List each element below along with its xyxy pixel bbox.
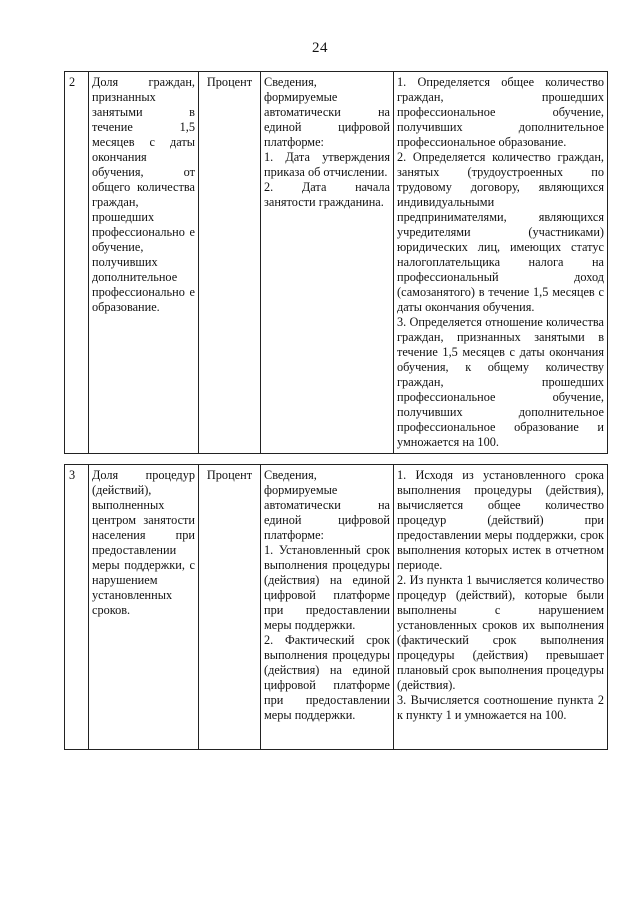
- table-row: [65, 72, 608, 454]
- method-paragraph: 3. Определяется отношение количества граждан, признанных занятыми в течение 1,5 месяцев с даты окончания обучения, к общему количеству граждан, прошедших профессиональное обучение, получивших дополнительное профессиональное образование и умножается на 100.: [397, 315, 604, 449]
- indicator-name: Доля процедур (действий), выполненных центром занятости населения при предоставлении меры поддержки, с нарушением установленных сроков.: [89, 465, 199, 750]
- source-paragraph: 1. Дата утверждения приказа об отчислении.: [264, 150, 390, 179]
- source-paragraph: 2. Дата начала занятости гражданина.: [264, 180, 390, 209]
- method-paragraph: 2. Определяется количество граждан, занятых (трудоустроенных по трудовому договору, являющихся индивидуальными предпринимателями, являющихся учредителями (участниками) юридических лиц, имеющих статус налогоплательщика налога на профессиональный доход (самозанятого) в течение 1,5 месяцев с даты окончания обучения.: [397, 150, 604, 314]
- unit-of-measure: Процент: [199, 465, 261, 750]
- data-source: [261, 465, 394, 750]
- source-paragraph: 1. Установленный срок выполнения процедуры (действия) на единой цифровой платформе при предоставлении меры поддержки.: [264, 543, 390, 632]
- data-source: [261, 72, 394, 454]
- table-row: [65, 465, 608, 750]
- method-paragraph: 1. Исходя из установленного срока выполнения процедуры (действия), вычисляется общее количество процедур (действий) при предоставлении меры поддержки, срок выполнения которых истек в отчетном периоде.: [397, 468, 604, 572]
- method-paragraph: 2. Из пункта 1 вычисляется количество процедур (действий), которые были выполнены с нарушением установленных сроков их выполнения (фактический срок выполнения процедуры (действия) превышает плановый срок выполнения процедуры (действия).: [397, 573, 604, 692]
- calculation-method: [394, 465, 608, 750]
- row-number: 3: [65, 465, 89, 750]
- indicator-name: Доля граждан, признанных занятыми в течение 1,5 месяцев с даты окончания обучения, от общего количества граждан, прошедших профессионально е обучение, получивших дополнительное профессионально е образование.: [89, 72, 199, 454]
- method-paragraph: 1. Определяется общее количество граждан, прошедших профессиональное обучение, получивших дополнительное профессиональное образование.: [397, 75, 604, 149]
- unit-of-measure: Процент: [199, 72, 261, 454]
- source-paragraph: Сведения, формируемые автоматически на единой цифровой платформе:: [264, 468, 390, 542]
- source-paragraph: Сведения, формируемые автоматически на единой цифровой платформе:: [264, 75, 390, 149]
- indicators-table: [64, 71, 608, 750]
- page-number: 24: [312, 40, 328, 56]
- source-paragraph: 2. Фактический срок выполнения процедуры (действия) на единой цифровой платформе при предоставлении меры поддержки.: [264, 633, 390, 722]
- method-paragraph: 3. Вычисляется соотношение пункта 2 к пункту 1 и умножается на 100.: [397, 693, 604, 722]
- row-gap: [65, 454, 608, 465]
- calculation-method: [394, 72, 608, 454]
- row-number: 2: [65, 72, 89, 454]
